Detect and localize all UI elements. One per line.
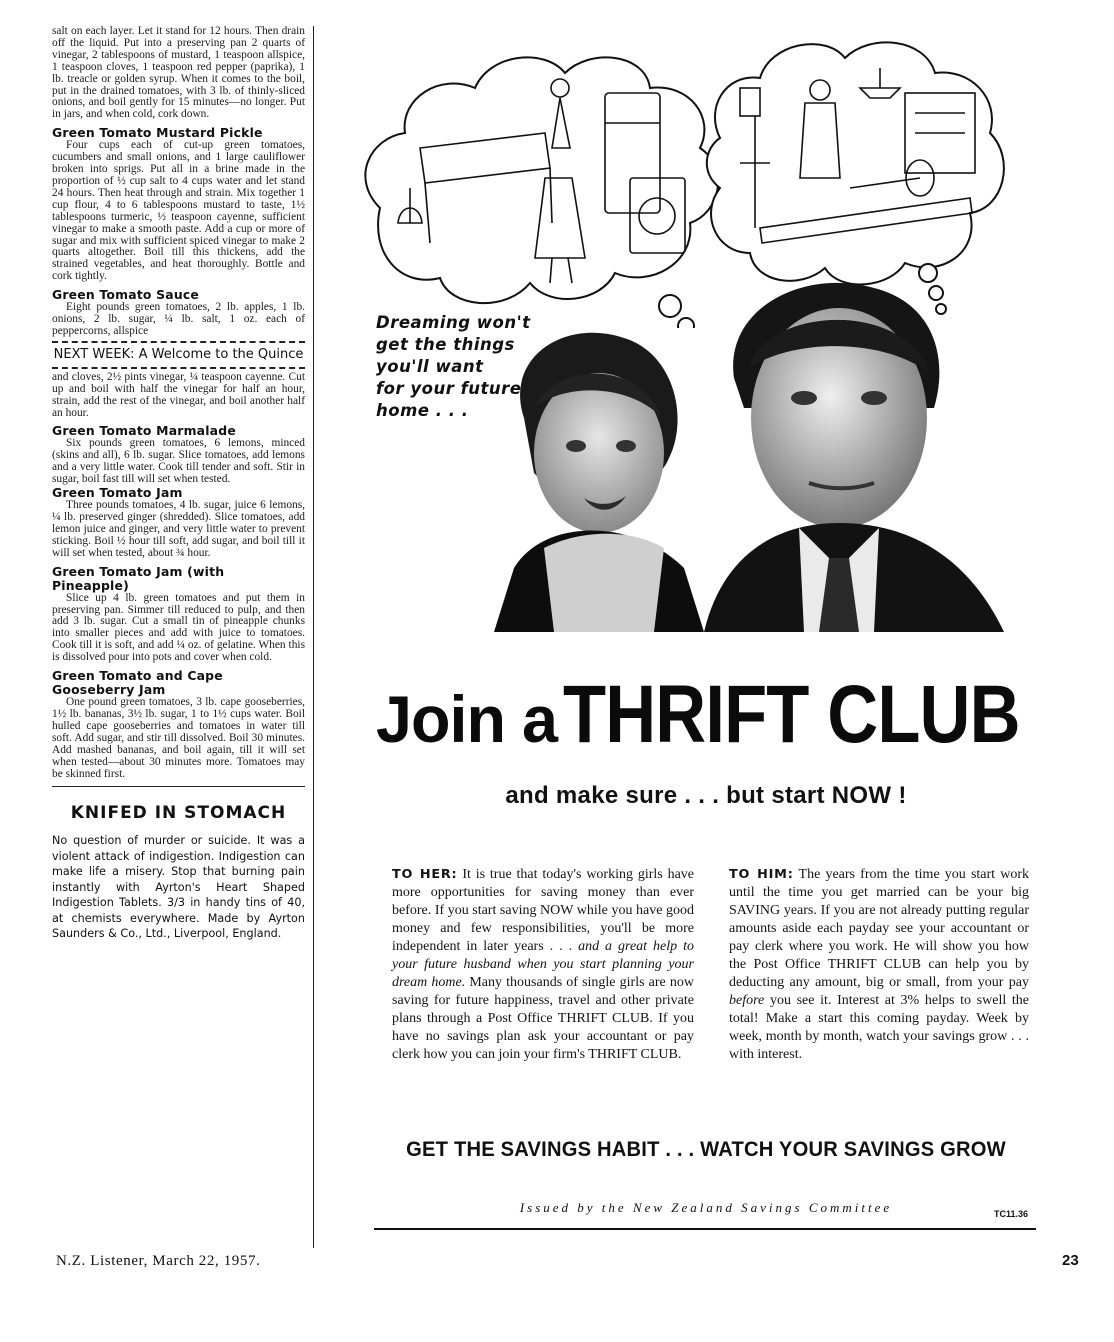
recipe-column — [52, 26, 314, 1248]
divider-rule — [52, 786, 305, 787]
recipe-block — [52, 669, 305, 780]
to-her-copy — [392, 866, 694, 1064]
recipe-body: Slice up 4 lb. green tomatoes and put them in preserving pan. Simmer till reduced to pulp, and then add 3 lb. sugar. Cut a small tin of pineapple chunks into smaller pieces and add with juice to tomatoes. Cook till it is soft, and add ¼ oz. of gelatine. When this is dissolved pour into pots and cover when cold. — [52, 591, 305, 664]
recipe-body: Three pounds tomatoes, 4 lb. sugar, juice 6 lemons, ¼ lb. preserved ginger (shredded). Slice tomatoes, add lemon juice and ginger, and very little water to prevent sticking. Boil ½ hour till soft, add sugar, and boil till it will set when tested, about ¾ hour. — [52, 499, 305, 559]
recipe-title: Green Tomato Jam (with Pineapple) — [52, 563, 225, 593]
recipe-title: Green Tomato Mustard Pickle — [52, 125, 263, 141]
ad-headline — [376, 668, 1036, 768]
sauce-continued: and cloves, 2½ pints vinegar, ¼ teaspoon cayenne. Cut up and boil with half the vinegar for half an hour, strain, add the rest of the vinegar, and boil another half an hour. — [52, 370, 305, 419]
to-her-text-2: Many thousands of single girls are now saving for future happiness, travel and other private plans through a Post Office THRIFT CLUB. If you have no savings plan ask your accountant or pay clerk how you can join your firm's THRIFT CLUB. — [392, 975, 695, 1062]
recipe-block — [52, 565, 305, 664]
to-him-text: The years from the time you start work until the time you get married can be your big SAVING years. If you are not already putting regular amounts aside each payday see your accountant or pay clerk where you work. He will show you how the Post Office THRIFT CLUB can help you by deducting any amount, big or small, from your pay — [729, 867, 1029, 990]
ad-bottom-rule — [374, 1228, 1036, 1230]
knifed-ad-body: No question of murder or suicide. It was a violent attack of indigestion. Indigestion can make life a misery. Stop that burning pain instantly with Ayrton's Heart Shaped Indigestion Tablets. 3/3 in handy tins of 40, at chemists everywhere. Made by Ayrton Saunders & Co., Ltd., Liverpool, England. — [52, 834, 305, 941]
tagline-line: you'll want — [376, 357, 484, 376]
ad-code: TC11.36 — [994, 1209, 1029, 1219]
left-thought-cloud — [365, 57, 718, 303]
recipe-title: Green Tomato Sauce — [52, 287, 200, 303]
recipe-body: Eight pounds green tomatoes, 2 lb. apples, 1 lb. onions, 2 lb. sugar, ¼ lb. salt, 1 oz. each of peppercorns, allspice — [52, 301, 305, 337]
to-him-label: TO HIM: — [729, 867, 794, 882]
recipe-block — [52, 288, 305, 338]
publication-footer: N.Z. Listener, March 22, 1957. — [56, 1253, 261, 1269]
tagline-line: Dreaming won't — [376, 313, 531, 332]
next-week-notice: NEXT WEEK: A Welcome to the Quince — [53, 346, 304, 362]
recipe-block — [52, 424, 305, 486]
recipe-title: Green Tomato Marmalade — [52, 423, 236, 439]
tagline-line: get the things — [376, 335, 515, 354]
tagline-line: for your future — [376, 379, 522, 398]
ad-tagline — [376, 312, 536, 422]
headline-thrift-club: THRIFT CLUB — [562, 669, 1020, 760]
to-him-text-2: you see it. Interest at 3% helps to swell the total! Make a start this coming payday. Week by week, month by month, watch your savings grow . . . with interest. — [729, 993, 1030, 1062]
recipe-title: Green Tomato Jam — [52, 485, 183, 501]
dashed-divider — [52, 367, 305, 369]
recipe-body: Four cups each of cut-up green tomatoes, cucumbers and small onions, and 1 large cauliflower broken into sprigs. Put all in a brine made in the proportion of ½ cup salt to 4 cups water and let stand 24 hours. Then heat through and strain. Mix together 1 cup flour, 4 to 6 tablespoons mustard to taste, 1½ tablespoons turmeric, ½ teaspoon cayenne, sufficient vinegar to make a smooth paste. Add a cup or more of sugar and mix with sufficient spiced vinegar to make 2 quarts altogether. Boil till this thickens, add the strained vegetables, and heat thoroughly. Bottle and cork tightly. — [52, 139, 305, 283]
recipe-body: Six pounds green tomatoes, 6 lemons, minced (skins and all), 6 lb. sugar. Slice tomatoes, add lemons and a very little water. Cook till tender and soft. Stir in sugar, boil fast till will set when tested. — [52, 437, 305, 486]
to-him-italic: before — [729, 993, 765, 1008]
recipe-block — [52, 486, 305, 560]
tagline-line: home . . . — [376, 401, 469, 420]
to-her-text: It is true that today's working girls have more opportunities for saving money than ever before. If you start saving NOW while you have good money and few responsibilities, you'll be more independent in later years . . . — [392, 867, 695, 954]
headline-join: Join a — [376, 682, 558, 756]
to-her-label: TO HER: — [392, 867, 458, 882]
page-number: 23 — [1062, 1252, 1079, 1269]
knifed-ad-title: KNIFED IN STOMACH — [70, 803, 287, 824]
issued-by-credit: Issued by the New Zealand Savings Committee — [519, 1200, 893, 1215]
recipe-title: Green Tomato and Cape Gooseberry Jam — [52, 668, 223, 698]
savings-slogan: GET THE SAVINGS HABIT . . . WATCH YOUR SAVINGS GROW — [406, 1138, 1006, 1161]
ad-subheadline: and make sure . . . but start NOW ! — [505, 782, 907, 809]
recipe-block — [52, 126, 305, 283]
to-him-copy — [729, 866, 1029, 1064]
intro-paragraph: salt on each layer. Let it stand for 12 hours. Then drain off the liquid. Put into a preserving pan 2 quarts of vinegar, 2 tablespoons of mustard, 1 teaspoon allspice, 1 teaspoon cloves, 1 teaspoon red pepper (paprika), 1 lb. treacle or golden syrup. When it comes to the boil, put in the drained tomatoes, with 3 lb. of thinly-sliced onions, and boil gently for 15 minutes—no longer. Put in jars, and when cold, cork down. — [52, 25, 305, 121]
to-her-italic: and a great help to your future husband when you start planning your dream home. — [392, 939, 695, 990]
man-figure — [704, 283, 1004, 632]
dashed-divider — [52, 341, 305, 343]
recipe-body: One pound green tomatoes, 3 lb. cape gooseberries, 1½ lb. bananas, 3½ lb. sugar, 1 to 1½ cups water. Boil hulled cape gooseberries and tomatoes in water till soft. Add sugar, and stir till dissolved. Boil 30 minutes. Add mashed bananas, and boil again, till it will set when tested—about 30 minutes more. Tomatoes may be skinned first. — [52, 696, 305, 780]
